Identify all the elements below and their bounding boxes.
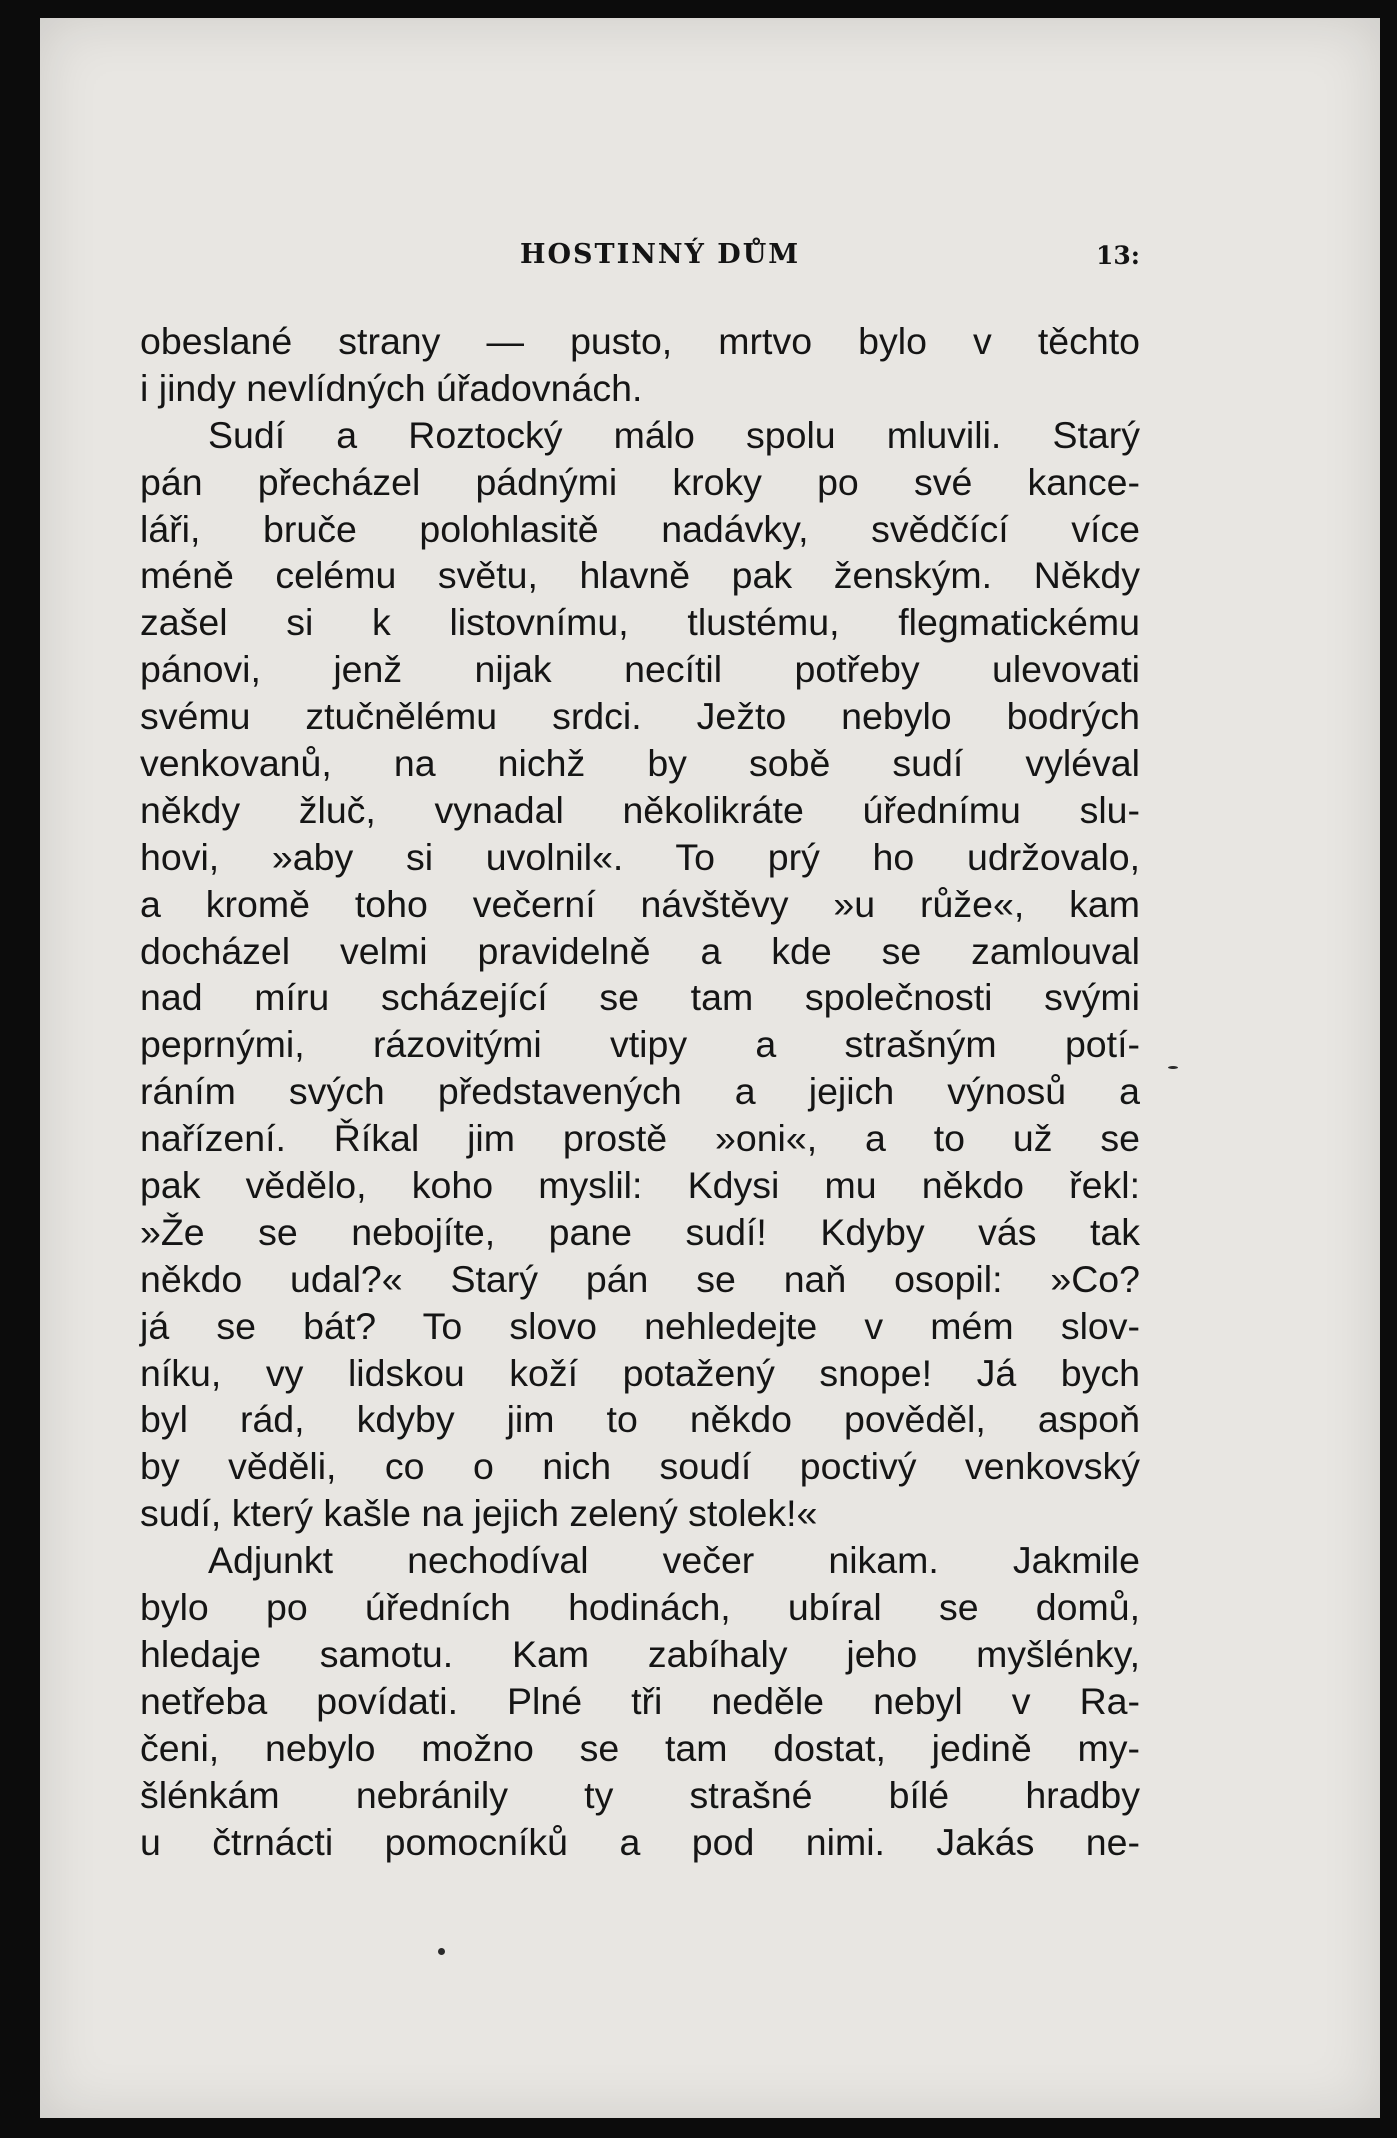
text-line: obeslané strany — pusto, mrtvo bylo v těchto xyxy=(140,320,1140,362)
text-line: hovi, »aby si uvolnil«. To prý ho udržovalo, xyxy=(140,835,1140,878)
text-line: níku, vy lidskou koží potažený snope! Já bych xyxy=(140,1351,1140,1394)
text-line: by věděli, co o nich soudí poctivý venkovský xyxy=(140,1445,1140,1488)
text-line: byl rád, kdyby jim to někdo pověděl, aspoň xyxy=(140,1398,1140,1441)
text-line: peprnými, rázovitými vtipy a strašným potí- xyxy=(140,1023,1140,1066)
text-line: venkovanů, na nichž by sobě sudí vyléval xyxy=(140,742,1140,785)
text-line: pán přecházel pádnými kroky po své kance- xyxy=(140,460,1140,503)
text-line: i jindy nevlídných úřadovnách. xyxy=(140,366,643,409)
text-line: Adjunkt nechodíval večer nikam. Jakmile xyxy=(208,1539,1140,1582)
print-speck xyxy=(438,1948,445,1955)
text-line: nad míru scházející se tam společnosti svými xyxy=(140,976,1140,1019)
text-line: zašel si k listovnímu, tlustému, flegmatickému xyxy=(140,601,1140,644)
text-line: někdo udal?« Starý pán se naň osopil: »Co? xyxy=(140,1257,1140,1300)
text-line: »Že se nebojíte, pane sudí! Kdyby vás tak xyxy=(140,1210,1140,1253)
text-line: u čtrnácti pomocníků a pod nimi. Jakás ne- xyxy=(140,1820,1140,1863)
text-line: svému ztučnělému srdci. Ježto nebylo bodrých xyxy=(140,695,1140,738)
text-line: čeni, nebylo možno se tam dostat, jedině my- xyxy=(140,1726,1140,1769)
text-line: hledaje samotu. Kam zabíhaly jeho myšlénky, xyxy=(140,1632,1140,1675)
text-line: někdy žluč, vynadal několikráte úřednímu slu- xyxy=(140,788,1140,831)
print-speck xyxy=(1168,1066,1178,1069)
body-text xyxy=(140,318,1140,1865)
text-line: šlénkám nebránily ty strašné bílé hradby xyxy=(140,1773,1140,1816)
text-line: pak vědělo, koho myslil: Kdysi mu někdo řekl: xyxy=(140,1164,1140,1207)
text-line: a kromě toho večerní návštěvy »u růže«, kam xyxy=(140,882,1140,925)
book-page xyxy=(40,18,1380,2118)
text-line: láři, bruče polohlasitě nadávky, svědčící více xyxy=(140,507,1140,550)
text-line: nařízení. Říkal jim prostě »oni«, a to už se xyxy=(140,1117,1140,1160)
text-line: pánovi, jenž nijak necítil potřeby ulevovati xyxy=(140,648,1140,691)
text-line: Sudí a Roztocký málo spolu mluvili. Starý xyxy=(208,413,1140,456)
running-title: HOSTINNÝ DŮM xyxy=(520,239,801,270)
text-line: bylo po úředních hodinách, ubíral se domů, xyxy=(140,1586,1140,1629)
text-line: já se bát? To slovo nehledejte v mém slov- xyxy=(140,1304,1140,1347)
text-line: netřeba povídati. Plné tři neděle nebyl v Ra- xyxy=(140,1679,1140,1722)
text-line: sudí, který kašle na jejich zelený stolek!« xyxy=(140,1492,818,1535)
running-header xyxy=(140,239,1140,279)
text-line: docházel velmi pravidelně a kde se zamlouval xyxy=(140,929,1140,972)
text-line: méně celému světu, hlavně pak ženským. Někdy xyxy=(140,554,1140,597)
page-number: 13: xyxy=(1095,241,1140,270)
text-line: ráním svých představených a jejich výnosů a xyxy=(140,1070,1140,1113)
